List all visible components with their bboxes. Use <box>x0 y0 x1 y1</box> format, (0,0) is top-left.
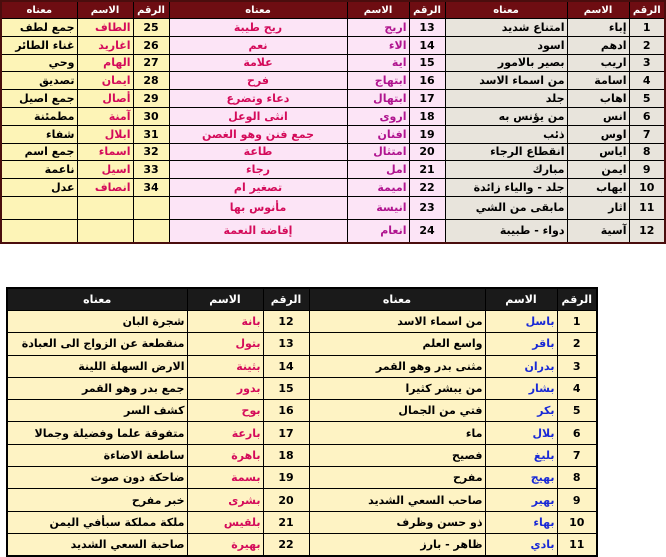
column-header: الاسم <box>187 288 263 311</box>
table-row <box>7 311 597 333</box>
name-number: 18 <box>263 444 309 466</box>
names-table-ba <box>6 287 598 557</box>
table-row <box>7 489 597 511</box>
name-cell: أصال <box>77 90 133 108</box>
name-number: 15 <box>263 377 309 399</box>
meaning-cell: ذئب <box>445 125 567 143</box>
name-cell: افنان <box>347 125 409 143</box>
name-cell: بهيرة <box>187 533 263 556</box>
name-cell: ايمان <box>77 72 133 90</box>
name-cell: انعام <box>347 219 409 243</box>
name-cell: انيسة <box>347 196 409 219</box>
name-cell: اميمة <box>347 179 409 197</box>
name-cell: امل <box>347 161 409 179</box>
meaning-cell: شفاء <box>1 125 77 143</box>
name-number: 14 <box>409 36 445 54</box>
name-cell: اريب <box>567 54 629 72</box>
meaning-cell: كشف السر <box>7 400 187 422</box>
name-cell: بكر <box>485 400 557 422</box>
meaning-cell: بصير بالامور <box>445 54 567 72</box>
name-cell <box>77 196 133 219</box>
name-cell: اهاب <box>567 90 629 108</box>
table-row <box>1 179 665 197</box>
meaning-cell: مطمئنة <box>1 107 77 125</box>
name-cell: باهرة <box>187 444 263 466</box>
name-cell: انصاف <box>77 179 133 197</box>
name-cell: بهيج <box>485 467 557 489</box>
column-header: الاسم <box>485 288 557 311</box>
table-row <box>1 161 665 179</box>
name-number: 33 <box>133 161 169 179</box>
name-cell: بارعة <box>187 422 263 444</box>
name-number: 22 <box>263 533 309 556</box>
name-number: 6 <box>629 107 665 125</box>
meaning-cell: مثنى بدر وهو القمر <box>309 355 485 377</box>
meaning-cell: ظاهر - بارز <box>309 533 485 556</box>
meaning-cell: وحي <box>1 54 77 72</box>
name-cell: بلقيس <box>187 511 263 533</box>
name-cell: اسماء <box>77 143 133 161</box>
name-number: 34 <box>133 179 169 197</box>
name-cell: اوس <box>567 125 629 143</box>
meaning-cell: فرح <box>169 72 347 90</box>
name-number: 25 <box>133 19 169 37</box>
meaning-cell: علامة <box>169 54 347 72</box>
name-number: 19 <box>263 467 309 489</box>
name-cell: بشار <box>485 377 557 399</box>
column-header: الاسم <box>77 1 133 19</box>
name-cell: اسيل <box>77 161 133 179</box>
name-number: 16 <box>409 72 445 90</box>
name-cell: الطاف <box>77 19 133 37</box>
table-row <box>1 90 665 108</box>
meaning-cell: ناعمة <box>1 161 77 179</box>
name-number: 8 <box>629 143 665 161</box>
name-number: 10 <box>629 179 665 197</box>
name-cell: بدور <box>187 377 263 399</box>
name-cell: اية <box>347 54 409 72</box>
meaning-cell: ساطعة الاضاءة <box>7 444 187 466</box>
name-cell: ابتهال <box>347 90 409 108</box>
meaning-cell: إفاضة النعمة <box>169 219 347 243</box>
meaning-cell: الارض السهلة اللينة <box>7 355 187 377</box>
column-header: الرقم <box>629 1 665 19</box>
name-cell: اريج <box>347 19 409 37</box>
name-number: 11 <box>629 196 665 219</box>
meaning-cell: نعم <box>169 36 347 54</box>
name-number: 31 <box>133 125 169 143</box>
meaning-cell: ملكة مملكة سبأفي اليمن <box>7 511 187 533</box>
name-cell: آسية <box>567 219 629 243</box>
meaning-cell: جمع اسم <box>1 143 77 161</box>
meaning-cell: خبر مفرح <box>7 489 187 511</box>
table-header <box>1 1 665 19</box>
name-cell: انس <box>567 107 629 125</box>
name-number: 11 <box>557 533 597 556</box>
table-row <box>7 422 597 444</box>
meaning-cell: مابقى من الشي <box>445 196 567 219</box>
name-number: 5 <box>629 90 665 108</box>
name-cell: بشرى <box>187 489 263 511</box>
name-cell: بلال <box>485 422 557 444</box>
name-number: 20 <box>263 489 309 511</box>
name-cell: بدران <box>485 355 557 377</box>
name-number: 28 <box>133 72 169 90</box>
name-cell: اغاريد <box>77 36 133 54</box>
name-number: 32 <box>133 143 169 161</box>
meaning-cell: جمع بدر وهو القمر <box>7 377 187 399</box>
meaning-cell: مفرح <box>309 467 485 489</box>
name-cell: بادي <box>485 533 557 556</box>
meaning-cell: دعاء وتضرع <box>169 90 347 108</box>
name-cell: بتول <box>187 333 263 355</box>
column-header: الرقم <box>557 288 597 311</box>
name-cell: بهير <box>485 489 557 511</box>
meaning-cell: صاحب السعي الشديد <box>309 489 485 511</box>
name-number: 12 <box>629 219 665 243</box>
name-number: 20 <box>409 143 445 161</box>
column-header: معناه <box>169 1 347 19</box>
name-cell: اسامة <box>567 72 629 90</box>
name-number: 4 <box>629 72 665 90</box>
name-number <box>133 219 169 243</box>
column-header: الرقم <box>133 1 169 19</box>
name-number: 7 <box>557 444 597 466</box>
name-number: 8 <box>557 467 597 489</box>
meaning-cell: عدل <box>1 179 77 197</box>
column-header: الرقم <box>263 288 309 311</box>
meaning-cell: فصيح <box>309 444 485 466</box>
meaning-cell: مبارك <box>445 161 567 179</box>
meaning-cell: مأنوس بها <box>169 196 347 219</box>
name-number: 7 <box>629 125 665 143</box>
name-cell: الاء <box>347 36 409 54</box>
name-number: 30 <box>133 107 169 125</box>
name-number: 14 <box>263 355 309 377</box>
name-number <box>133 196 169 219</box>
name-cell: اروى <box>347 107 409 125</box>
name-number: 26 <box>133 36 169 54</box>
name-number: 21 <box>409 161 445 179</box>
meaning-cell: طاعة <box>169 143 347 161</box>
name-cell: بثينة <box>187 355 263 377</box>
name-cell: ابلال <box>77 125 133 143</box>
meaning-cell: جمع اصيل <box>1 90 77 108</box>
name-number: 1 <box>557 311 597 333</box>
name-cell: الهام <box>77 54 133 72</box>
column-header: الرقم <box>409 1 445 19</box>
name-number: 18 <box>409 107 445 125</box>
table-row <box>1 107 665 125</box>
meaning-cell: متفوقة علما وفضيلة وجمالا <box>7 422 187 444</box>
name-number: 2 <box>629 36 665 54</box>
table-row <box>1 19 665 37</box>
column-header: الاسم <box>347 1 409 19</box>
meaning-cell: جمع لطف <box>1 19 77 37</box>
name-number: 16 <box>263 400 309 422</box>
meaning-cell: انقطاع الرجاء <box>445 143 567 161</box>
table-row <box>1 143 665 161</box>
name-number: 6 <box>557 422 597 444</box>
meaning-cell: ريح طيبة <box>169 19 347 37</box>
column-header: معناه <box>309 288 485 311</box>
table-row <box>7 355 597 377</box>
name-cell <box>77 219 133 243</box>
name-number: 29 <box>133 90 169 108</box>
name-number: 12 <box>263 311 309 333</box>
table-row <box>1 36 665 54</box>
meaning-cell: ضاحكة دون صوت <box>7 467 187 489</box>
name-cell: ايمن <box>567 161 629 179</box>
name-cell: بليغ <box>485 444 557 466</box>
table-row <box>1 219 665 243</box>
meaning-cell: من اسماء الاسد <box>445 72 567 90</box>
meaning-cell: دواء - طبيبة <box>445 219 567 243</box>
name-cell: بوح <box>187 400 263 422</box>
meaning-cell: من اسماء الاسد <box>309 311 485 333</box>
meaning-cell: واسع العلم <box>309 333 485 355</box>
name-cell: ادهم <box>567 36 629 54</box>
name-number: 13 <box>263 333 309 355</box>
name-number: 10 <box>557 511 597 533</box>
meaning-cell: من يؤنس به <box>445 107 567 125</box>
meaning-cell: جلد - والياء زائدة <box>445 179 567 197</box>
column-header: الاسم <box>567 1 629 19</box>
meaning-cell <box>1 219 77 243</box>
name-cell: اثار <box>567 196 629 219</box>
name-cell: اياس <box>567 143 629 161</box>
meaning-cell: تصغير ام <box>169 179 347 197</box>
name-number: 27 <box>133 54 169 72</box>
name-number: 22 <box>409 179 445 197</box>
table-header <box>7 288 597 311</box>
meaning-cell: صاحبة السعي الشديد <box>7 533 187 556</box>
meaning-cell: تصديق <box>1 72 77 90</box>
column-header: معناه <box>7 288 187 311</box>
column-header: معناه <box>445 1 567 19</box>
name-number: 17 <box>263 422 309 444</box>
table-row <box>7 511 597 533</box>
table-row <box>1 54 665 72</box>
name-number: 3 <box>629 54 665 72</box>
name-cell: ابتهاج <box>347 72 409 90</box>
name-cell: بانة <box>187 311 263 333</box>
table-row <box>1 72 665 90</box>
name-cell: امتثال <box>347 143 409 161</box>
table-row <box>1 196 665 219</box>
name-cell: بهاء <box>485 511 557 533</box>
meaning-cell: ماء <box>309 422 485 444</box>
table-row <box>7 533 597 556</box>
name-number: 19 <box>409 125 445 143</box>
meaning-cell <box>1 196 77 219</box>
meaning-cell: فتي من الجمال <box>309 400 485 422</box>
name-cell: إباء <box>567 19 629 37</box>
meaning-cell: انثى الوعل <box>169 107 347 125</box>
name-number: 4 <box>557 377 597 399</box>
name-number: 5 <box>557 400 597 422</box>
table-row <box>7 444 597 466</box>
name-number: 15 <box>409 54 445 72</box>
name-cell: ايهاب <box>567 179 629 197</box>
name-cell: باسل <box>485 311 557 333</box>
meaning-cell: من يبشر كثيرا <box>309 377 485 399</box>
table-row <box>7 377 597 399</box>
meaning-cell: شجرة البان <box>7 311 187 333</box>
name-number: 9 <box>629 161 665 179</box>
name-cell: آمنة <box>77 107 133 125</box>
meaning-cell: امتناع شديد <box>445 19 567 37</box>
name-number: 3 <box>557 355 597 377</box>
table-row <box>7 467 597 489</box>
meaning-cell: ذو حسن وظرف <box>309 511 485 533</box>
meaning-cell: اسود <box>445 36 567 54</box>
name-cell: بسمة <box>187 467 263 489</box>
name-number: 9 <box>557 489 597 511</box>
name-number: 21 <box>263 511 309 533</box>
names-table-alif <box>0 0 666 244</box>
name-number: 24 <box>409 219 445 243</box>
meaning-cell: رجاء <box>169 161 347 179</box>
column-header: معناه <box>1 1 77 19</box>
name-number: 23 <box>409 196 445 219</box>
meaning-cell: جمع فنن وهو الغصن <box>169 125 347 143</box>
table-row <box>7 333 597 355</box>
meaning-cell: غناء الطائر <box>1 36 77 54</box>
meaning-cell: جلد <box>445 90 567 108</box>
name-number: 2 <box>557 333 597 355</box>
name-cell: باقر <box>485 333 557 355</box>
name-number: 13 <box>409 19 445 37</box>
table-row <box>7 400 597 422</box>
name-number: 17 <box>409 90 445 108</box>
name-number: 1 <box>629 19 665 37</box>
table-row <box>1 125 665 143</box>
meaning-cell: منقطعة عن الزواج الى العبادة <box>7 333 187 355</box>
